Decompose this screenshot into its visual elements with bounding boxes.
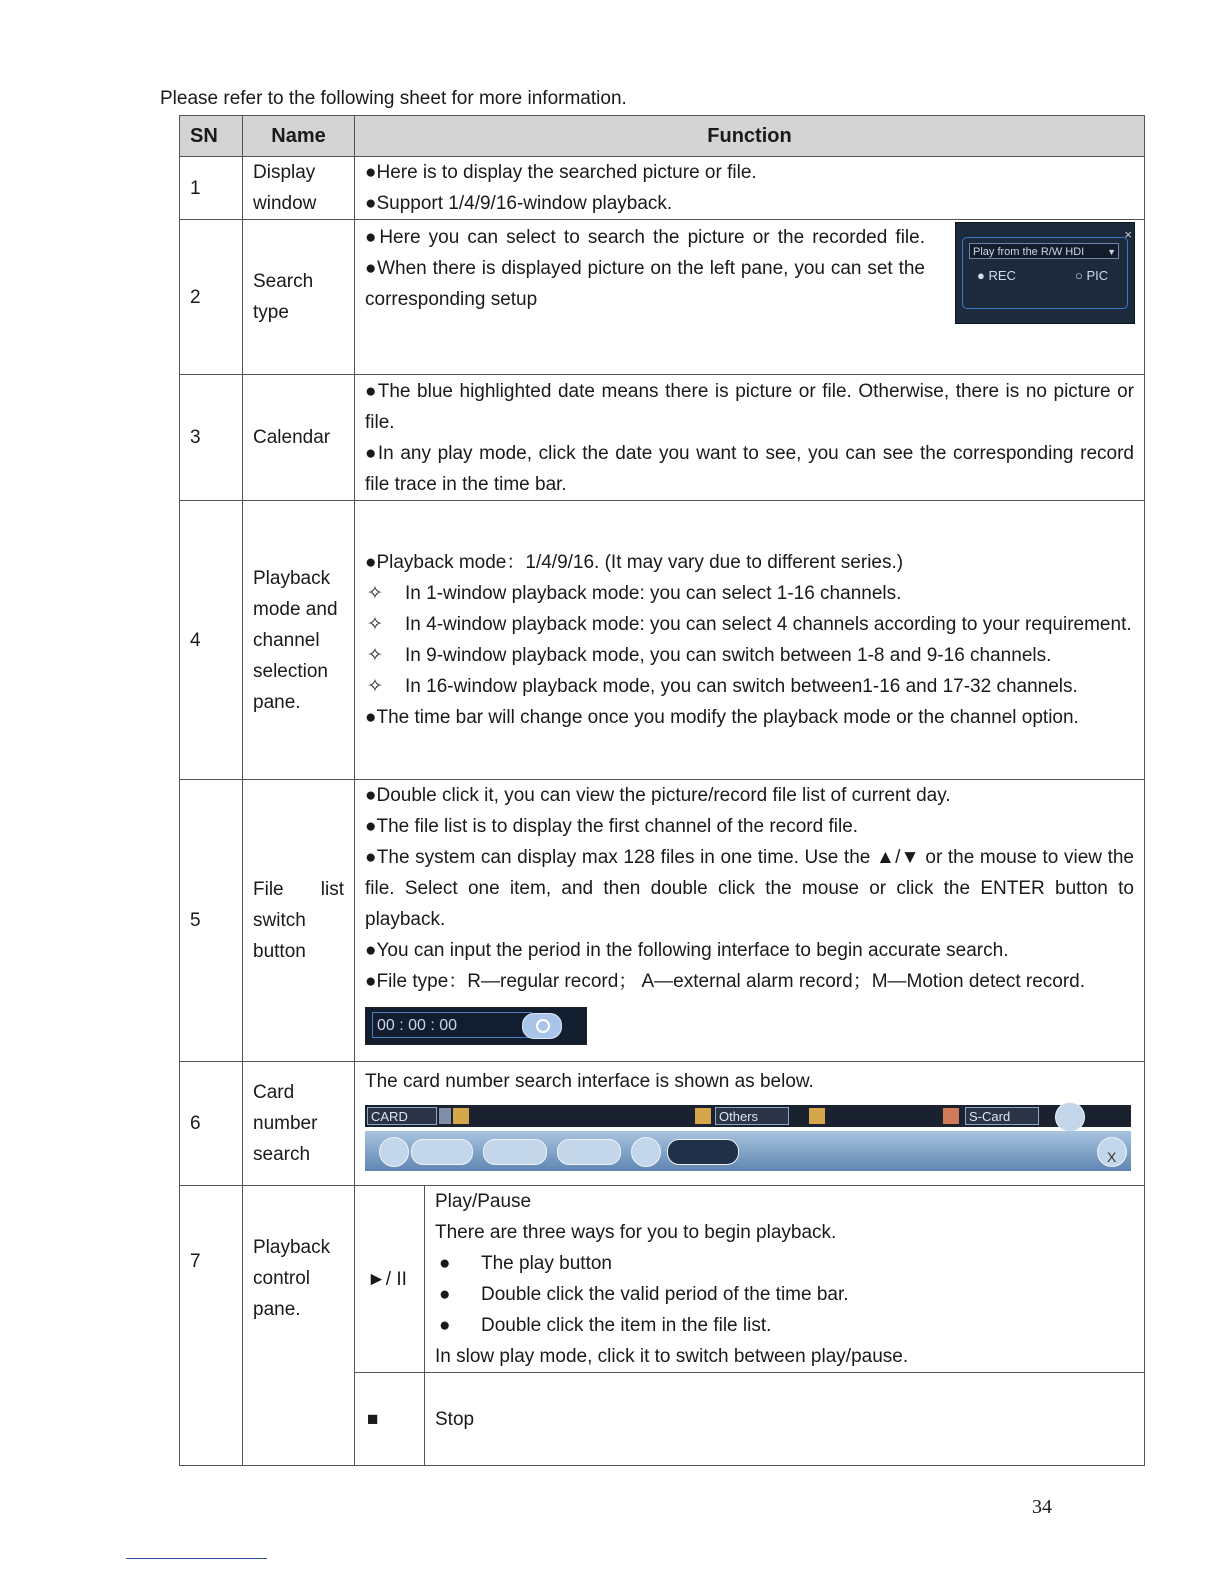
- others-icon: [695, 1108, 711, 1124]
- frame-button[interactable]: [631, 1137, 661, 1167]
- function-line: ●File type：R—regular record； A—external alarm record；M—Motion detect record.: [365, 971, 1086, 992]
- function-line: ●The file list is to display the first channel of the record file.: [365, 816, 859, 837]
- row-name: Calendar: [243, 375, 355, 501]
- playback-controls: [365, 1131, 1131, 1171]
- row-sn: 3: [180, 375, 243, 501]
- row-sn: 2: [180, 220, 243, 375]
- row-sn: 7: [180, 1186, 243, 1466]
- row-function: [355, 780, 1145, 1062]
- radio-empty-icon: ○: [1075, 268, 1083, 283]
- card-search-toolbar: [365, 1105, 1131, 1127]
- row-name: Card number search: [243, 1062, 355, 1186]
- row-sn: 4: [180, 501, 243, 780]
- table-header-row: [180, 116, 1145, 157]
- function-line: Play/Pause: [435, 1191, 532, 1212]
- page-number: 34: [1032, 1496, 1052, 1518]
- sparkle-icon: ✧: [367, 676, 383, 697]
- function-line: ●The system can display max 128 files in one time. Use the ▲/▼ or the mouse to view the file. Select one item, and then double click the mouse or click the ENTER button to playback.: [365, 847, 1134, 930]
- intro-text: Please refer to the following sheet for more information.: [160, 88, 627, 109]
- footer-rule: [126, 1558, 267, 1559]
- function-line: ●Support 1/4/9/16-window playback.: [365, 193, 673, 214]
- table-row: [180, 1062, 1145, 1186]
- row-name: File list switch button: [243, 780, 355, 1062]
- row-sn: 1: [180, 157, 243, 220]
- list-item-text: In 1-window playback mode: you can select 1-16 channels.: [405, 583, 902, 604]
- search-icon: [536, 1019, 550, 1033]
- list-item: [365, 671, 1134, 702]
- list-item-text: In 9-window playback mode, you can switch between 1-8 and 9-16 channels.: [405, 645, 1052, 666]
- function-line: ●The time bar will change once you modify the playback mode or the channel option.: [365, 707, 1079, 728]
- rec-radio[interactable]: [977, 268, 1016, 284]
- chevron-down-icon: [439, 1108, 451, 1124]
- card-icon: [453, 1108, 469, 1124]
- table-row: [180, 220, 1145, 375]
- play-button[interactable]: [379, 1137, 409, 1167]
- row-function: [355, 220, 1145, 375]
- chevron-down-icon: ▼: [1107, 247, 1116, 257]
- fast-play-button[interactable]: [557, 1139, 621, 1165]
- stop-function: Stop: [425, 1373, 1145, 1466]
- list-item: [435, 1310, 1134, 1341]
- search-type-panel: [962, 237, 1128, 309]
- function-line: In slow play mode, click it to switch between play/pause.: [435, 1346, 909, 1367]
- time-input[interactable]: 00 : 00 : 00: [372, 1012, 532, 1038]
- search-type-widget: [955, 222, 1135, 324]
- stop-button[interactable]: [411, 1139, 473, 1165]
- pic-label: PIC: [1086, 268, 1109, 283]
- others-select[interactable]: Others: [715, 1107, 789, 1125]
- card-search-bar: [365, 1105, 1131, 1171]
- function-line: ●In any play mode, click the date you want to see, you can see the corresponding record file trace in the time bar.: [365, 442, 1134, 495]
- sparkle-icon: ✧: [367, 614, 383, 635]
- row-name: Search type: [243, 220, 355, 375]
- slow-play-button[interactable]: [483, 1139, 547, 1165]
- source-select-value: Play from the R/W HDI: [973, 246, 1085, 258]
- pic-radio[interactable]: [1075, 268, 1108, 284]
- list-item-text: The play button: [481, 1253, 612, 1274]
- function-text: ●Here you can select to search the picture or the recorded file. ●When there is displayed picture on the left pane, you can set the corresponding setup: [365, 227, 925, 310]
- row-name: Display window: [243, 157, 355, 220]
- list-item: [365, 609, 1134, 640]
- function-line: The card number search interface is shown as below.: [365, 1071, 814, 1092]
- function-line: ●Double click it, you can view the picture/record file list of current day.: [365, 785, 951, 806]
- list-item-text: In 4-window playback mode: you can select 4 channels according to your requirement.: [405, 614, 1132, 635]
- close-icon: X: [1107, 1149, 1117, 1165]
- keyboard-icon: [809, 1108, 825, 1124]
- play-pause-function: [425, 1186, 1145, 1373]
- volume-slider[interactable]: [667, 1139, 739, 1165]
- list-item: [435, 1279, 1134, 1310]
- table-row: [180, 157, 1145, 220]
- list-item-text: Double click the valid period of the time bar.: [481, 1284, 849, 1305]
- close-button[interactable]: [1097, 1137, 1127, 1167]
- list-item-text: Double click the item in the file list.: [481, 1315, 772, 1336]
- row-sn: 6: [180, 1062, 243, 1186]
- list-item: [365, 578, 1134, 609]
- row-function: [355, 157, 1145, 220]
- close-icon[interactable]: ×: [1124, 227, 1132, 242]
- scard-select[interactable]: S-Card: [965, 1107, 1039, 1125]
- list-item: [365, 640, 1134, 671]
- row-function: [355, 1062, 1145, 1186]
- row-name: Playback mode and channel selection pane.: [243, 501, 355, 780]
- radio-selected-icon: ●: [977, 268, 985, 283]
- sparkle-icon: ✧: [367, 645, 383, 666]
- function-line: There are three ways for you to begin playback.: [435, 1222, 837, 1243]
- scard-icon: [943, 1108, 959, 1124]
- row-name: Playback control pane.: [243, 1186, 355, 1466]
- row-function: [355, 375, 1145, 501]
- function-line: ●You can input the period in the following interface to begin accurate search.: [365, 940, 1009, 961]
- bullet-icon: ●: [439, 1253, 451, 1274]
- time-search-field: [365, 1007, 587, 1045]
- bullet-icon: ●: [439, 1315, 451, 1336]
- function-line: ●The blue highlighted date means there is picture or file. Otherwise, there is no picture or file.: [365, 380, 1134, 433]
- play-pause-icon: ►/ II: [355, 1186, 425, 1373]
- list-item-text: In 16-window playback mode, you can switch between1-16 and 17-32 channels.: [405, 676, 1078, 697]
- card-select[interactable]: CARD: [367, 1107, 437, 1125]
- source-select[interactable]: [969, 243, 1119, 259]
- table-row: [180, 501, 1145, 780]
- search-button[interactable]: [522, 1013, 562, 1039]
- bullet-icon: ●: [439, 1284, 451, 1305]
- header-sn: SN: [180, 116, 243, 157]
- rec-label: REC: [988, 268, 1016, 283]
- table-row: [180, 375, 1145, 501]
- row-function: [355, 501, 1145, 780]
- stop-icon: ■: [355, 1373, 425, 1466]
- row-sn: 5: [180, 780, 243, 1062]
- table-row: [180, 780, 1145, 1062]
- function-line: ●Here is to display the searched picture or file.: [365, 162, 757, 183]
- sparkle-icon: ✧: [367, 583, 383, 604]
- function-line: ●Playback mode：1/4/9/16. (It may vary due to different series.): [365, 552, 904, 573]
- search-button[interactable]: [1055, 1102, 1085, 1132]
- header-name: Name: [243, 116, 355, 157]
- header-function: Function: [355, 116, 1145, 157]
- table-row: [180, 1186, 1145, 1373]
- function-table: [179, 115, 1145, 1466]
- list-item: [435, 1248, 1134, 1279]
